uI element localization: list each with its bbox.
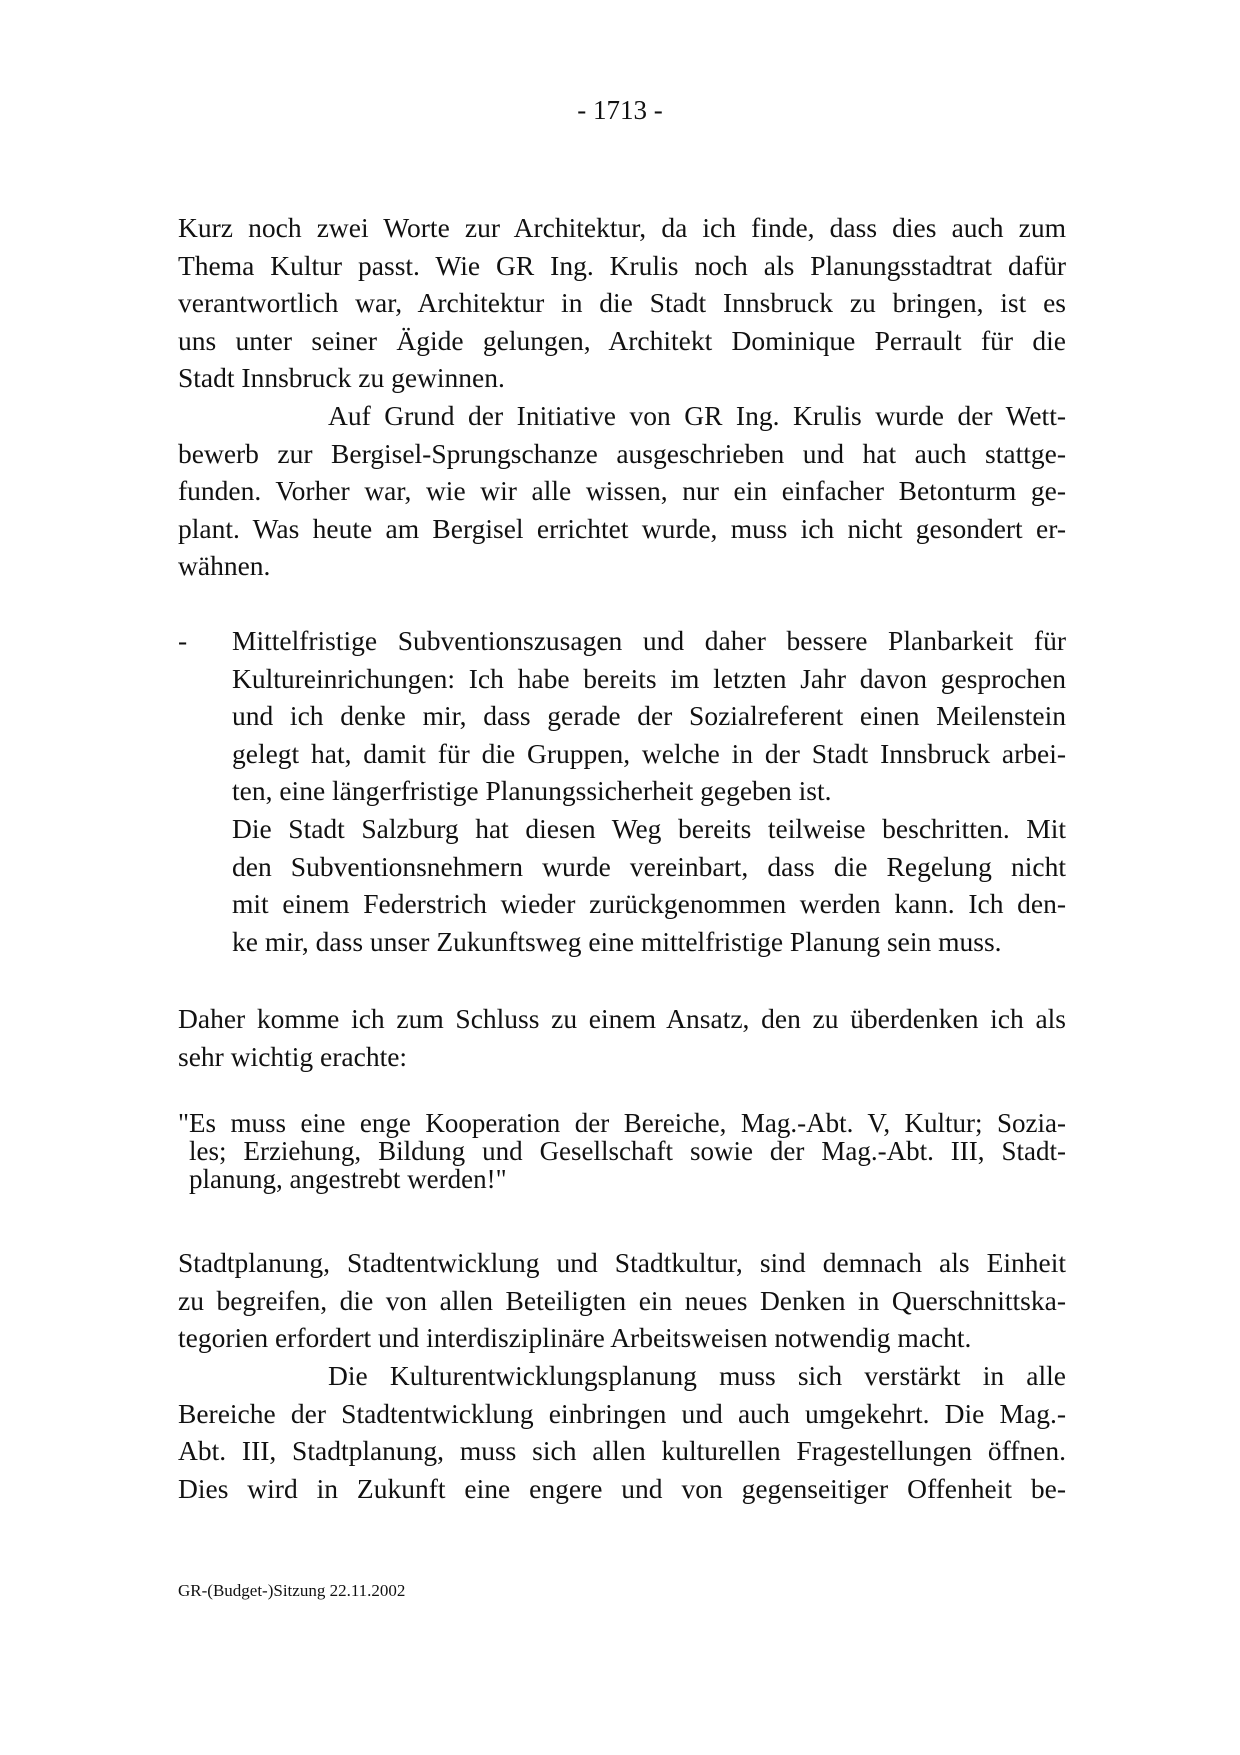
text-line: bewerb zur Bergisel-Sprungschanze ausgeschrieben und hat auch stattge- <box>178 437 1066 469</box>
text-line: ten, eine längerfristige Planungssicherheit gegeben ist. <box>232 775 832 807</box>
quote-block <box>178 1109 1066 1193</box>
text-line: Bereiche der Stadtentwicklung einbringen und auch umgekehrt. Die Mag.- <box>178 1397 1066 1429</box>
paragraph-schluss <box>178 1000 1066 1075</box>
text-line: mit einem Federstrich wieder zurückgenommen werden kann. Ich den- <box>232 888 1066 920</box>
text-line: wähnen. <box>178 550 271 582</box>
text-line: den Subventionsnehmern wurde vereinbart, dass die Regelung nicht <box>232 850 1066 882</box>
text-line: Daher komme ich zum Schluss zu einem Ansatz, den zu überdenken ich als <box>178 1003 1066 1034</box>
text-line: Kurz noch zwei Worte zur Architektur, da ich finde, dass dies auch zum <box>178 212 1066 243</box>
text-line: Kultureinrichungen: Ich habe bereits im letzten Jahr davon gesprochen <box>232 662 1066 694</box>
text-line: funden. Vorher war, wie wir alle wissen, nur ein einfacher Betonturm ge- <box>178 475 1066 507</box>
text-line: Die Stadt Salzburg hat diesen Weg bereits teilweise beschritten. Mit <box>232 812 1066 844</box>
bullet-item-subventionszusagen <box>232 622 1066 960</box>
paragraph-stadtplanung <box>178 1244 1066 1357</box>
text-line: sehr wichtig erachte: <box>178 1040 408 1072</box>
text-line: Mittelfristige Subventionszusagen und daher bessere Planbarkeit für <box>232 625 1066 656</box>
quote-line: les; Erziehung, Bildung und Gesellschaft sowie der Mag.-Abt. III, Stadt- <box>189 1136 1066 1166</box>
page-footer: GR-(Budget-)Sitzung 22.11.2002 <box>178 1581 406 1600</box>
text-line: und ich denke mir, dass gerade der Sozialreferent einen Meilenstein <box>232 700 1066 732</box>
text-line: plant. Was heute am Bergisel errichtet wurde, muss ich nicht gesondert er- <box>178 512 1066 544</box>
text-line: Thema Kultur passt. Wie GR Ing. Krulis noch als Planungsstadtrat dafür <box>178 249 1066 281</box>
text-line: gelegt hat, damit für die Gruppen, welche in der Stadt Innsbruck arbei- <box>232 737 1066 769</box>
text-line: Stadtplanung, Stadtentwicklung und Stadtkultur, sind demnach als Einheit <box>178 1247 1066 1278</box>
bullet-marker: - <box>178 625 188 656</box>
text-line: ke mir, dass unser Zukunftsweg eine mittelfristige Planung sein muss. <box>232 925 1002 957</box>
text-line: Dies wird in Zukunft eine engere und von gegenseitiger Offenheit be- <box>178 1472 1066 1504</box>
text-line: Abt. III, Stadtplanung, muss sich allen kulturellen Fragestellungen öffnen. <box>178 1435 1066 1467</box>
quote-line: "Es muss eine enge Kooperation der Bereiche, Mag.-Abt. V, Kultur; Sozia- <box>178 1108 1066 1138</box>
text-line: uns unter seiner Ägide gelungen, Architekt Dominique Perrault für die <box>178 324 1066 356</box>
paragraph-architecture <box>178 209 1066 397</box>
text-line: Die Kulturentwicklungsplanung muss sich verstärkt in alle <box>328 1360 1066 1391</box>
text-line: Stadt Innsbruck zu gewinnen. <box>178 362 505 394</box>
page-number: - 1713 - <box>577 95 663 125</box>
text-line: zu begreifen, die von allen Beteiligten ein neues Denken in Querschnittska- <box>178 1284 1066 1316</box>
text-line: Auf Grund der Initiative von GR Ing. Krulis wurde der Wett- <box>328 400 1066 431</box>
text-line: tegorien erfordert und interdisziplinäre Arbeitsweisen notwendig macht. <box>178 1322 972 1354</box>
quote-line: planung, angestrebt werden!" <box>189 1164 507 1194</box>
text-line: verantwortlich war, Architektur in die Stadt Innsbruck zu bringen, ist es <box>178 287 1066 319</box>
paragraph-kulturentwicklung <box>178 1357 1066 1507</box>
paragraph-bergisel <box>178 397 1066 585</box>
